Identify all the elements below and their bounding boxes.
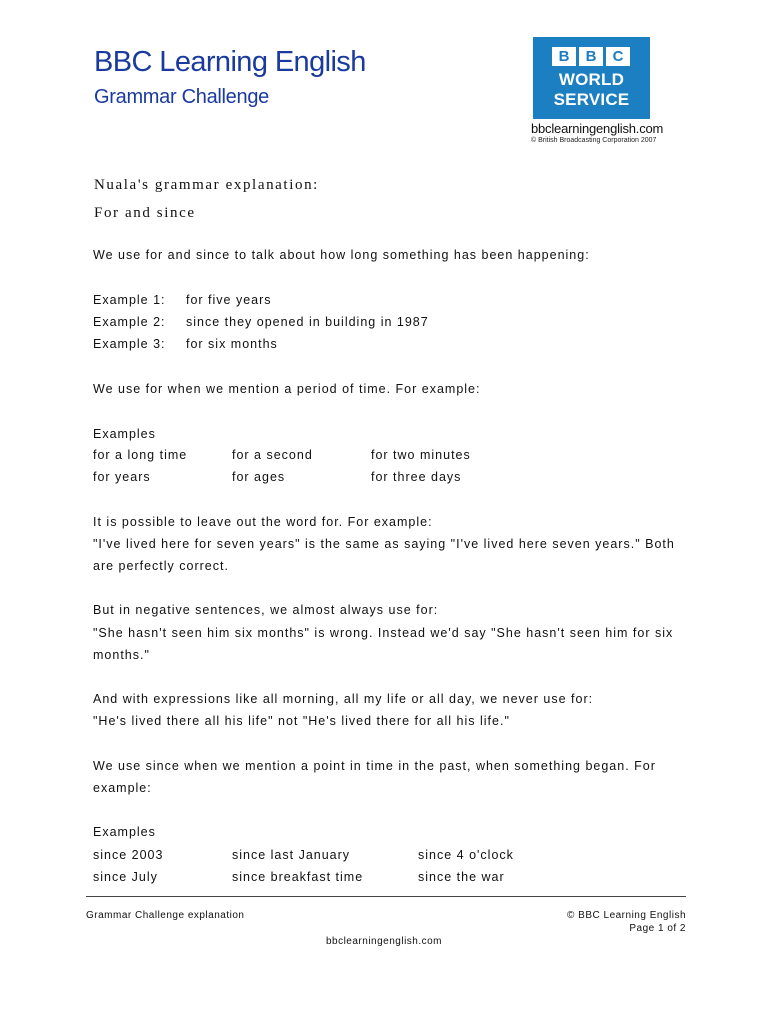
since-example-cell: since breakfast time — [232, 870, 364, 884]
since-examples-label: Examples — [93, 825, 156, 839]
for-example-cell: for ages — [232, 470, 286, 484]
for-example-cell: for three days — [371, 470, 462, 484]
footer-url: bbclearningenglish.com — [325, 936, 443, 947]
logo-world-text: WORLD — [558, 70, 625, 89]
header-copyright: © British Broadcasting Corporation 2007 — [531, 137, 657, 144]
negative-line-3: months." — [93, 648, 150, 662]
since-example-cell: since the war — [418, 870, 505, 884]
bbc-letter-c: C — [606, 47, 630, 66]
since-line-1: We use since when we mention a point in time in the past, when something began. For — [93, 759, 656, 773]
for-example-cell: for years — [93, 470, 151, 484]
logo-service-text: SERVICE — [553, 90, 630, 109]
bbc-world-service-logo — [533, 37, 650, 119]
negative-line-1: But in negative sentences, we almost always use for: — [93, 603, 439, 617]
for-example-cell: for a long time — [93, 448, 188, 462]
since-line-2: example: — [93, 781, 152, 795]
since-example-cell: since last January — [232, 848, 351, 862]
footer-divider — [86, 896, 686, 897]
brand-title: BBC Learning English — [94, 46, 366, 78]
footer-left-text: Grammar Challenge explanation — [86, 910, 245, 921]
document-subheading: For and since — [94, 205, 196, 221]
example-1-text: for five years — [186, 293, 272, 307]
for-examples-label: Examples — [93, 427, 156, 441]
example-3-label: Example 3: — [93, 337, 166, 351]
for-example-cell: for two minutes — [371, 448, 471, 462]
document-heading: Nuala's grammar explanation: — [94, 177, 319, 193]
since-example-cell: since 2003 — [93, 848, 164, 862]
since-example-cell: since 4 o'clock — [418, 848, 514, 862]
bbc-letter-b1: B — [552, 47, 576, 66]
bbc-letter-b2: B — [579, 47, 603, 66]
expressions-line-1: And with expressions like all morning, all my life or all day, we never use for: — [93, 692, 594, 706]
brand-subtitle: Grammar Challenge — [94, 86, 269, 108]
example-2-label: Example 2: — [93, 315, 166, 329]
header-site-url: bbclearningenglish.com — [531, 121, 664, 136]
bbc-letter-blocks — [552, 47, 630, 66]
leave-out-line-3: are perfectly correct. — [93, 559, 229, 573]
example-2-text: since they opened in building in 1987 — [186, 315, 429, 329]
negative-line-2: "She hasn't seen him six months" is wrong. Instead we'd say "She hasn't seen him for six — [93, 626, 674, 640]
footer-page-number: Page 1 of 2 — [629, 923, 686, 934]
leave-out-line-1: It is possible to leave out the word for. For example: — [93, 515, 433, 529]
example-3-text: for six months — [186, 337, 278, 351]
for-example-cell: for a second — [232, 448, 313, 462]
since-example-cell: since July — [93, 870, 158, 884]
example-1-label: Example 1: — [93, 293, 166, 307]
leave-out-line-2: "I've lived here for seven years" is the same as saying "I've lived here seven years." Both — [93, 537, 675, 551]
intro-text: We use for and since to talk about how long something has been happening: — [93, 248, 590, 262]
footer-copyright: © BBC Learning English — [567, 910, 686, 921]
expressions-line-2: "He's lived there all his life" not "He's lived there for all his life." — [93, 714, 510, 728]
for-intro-text: We use for when we mention a period of time. For example: — [93, 382, 481, 396]
